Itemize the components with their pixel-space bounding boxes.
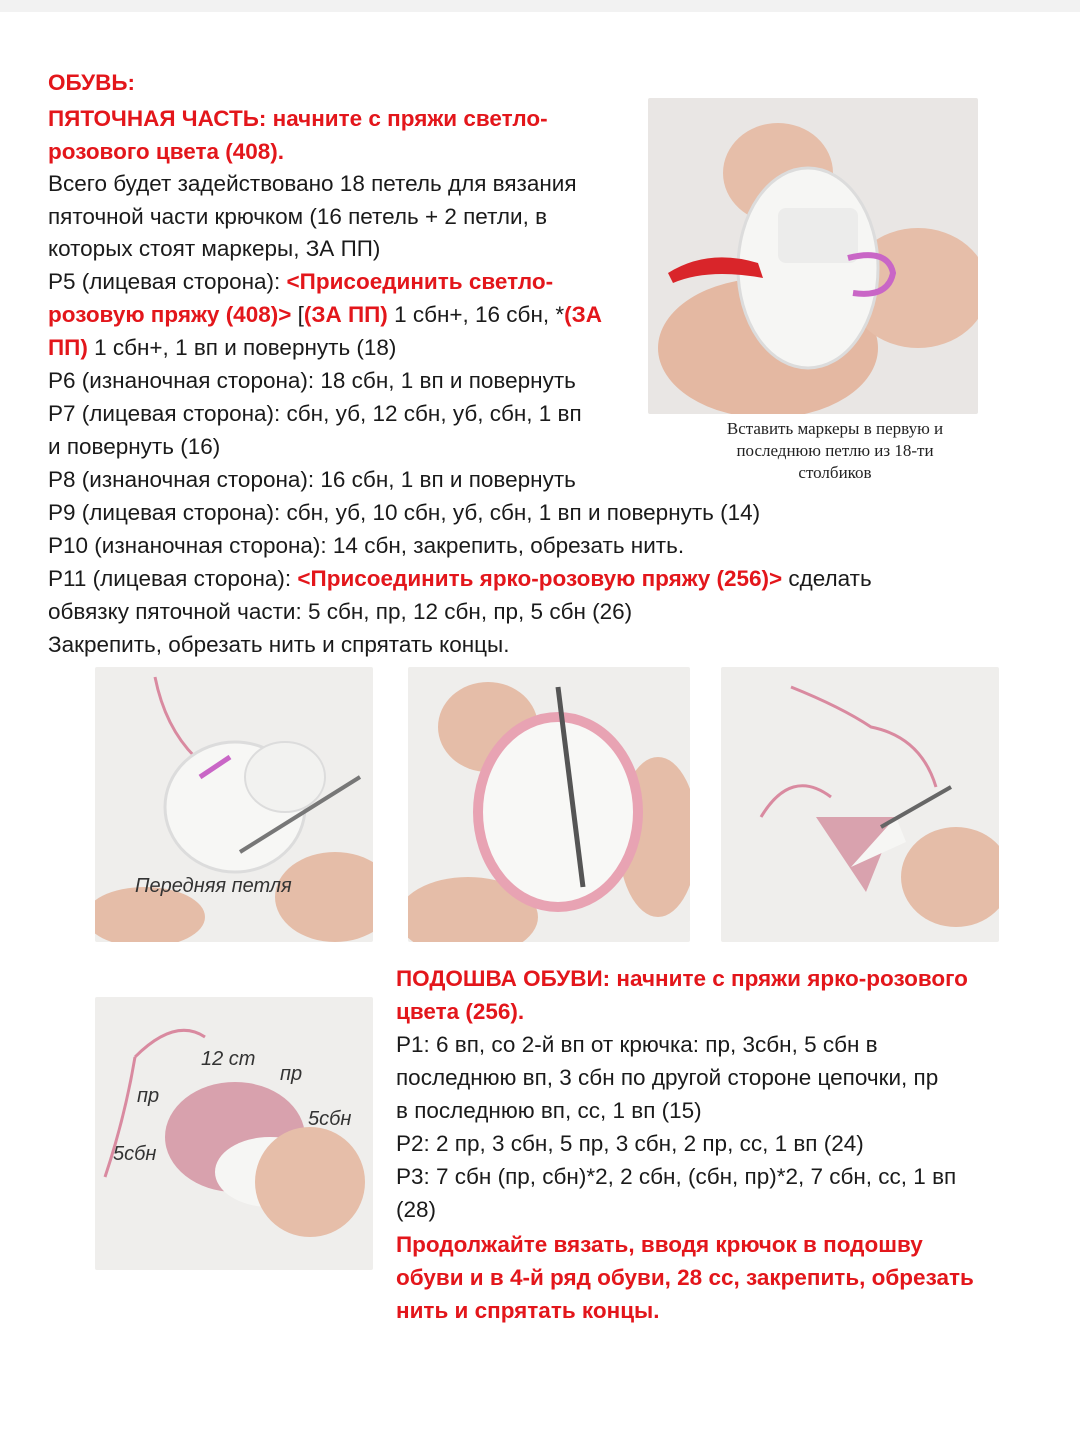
p5-join-yarn-cont: розовую пряжу (408)> xyxy=(48,302,292,327)
row-p11-line1 xyxy=(48,562,872,595)
sole-title-line2: цвета (256). xyxy=(396,999,525,1024)
heel-intro-line2: пяточной части крючком (16 петель + 2 петли, в xyxy=(48,204,548,229)
p5-back-loop: (ЗА ПП) xyxy=(303,302,388,327)
sole-label-5sbn-left: 5сбн xyxy=(113,1143,157,1165)
p5-label: Р5 (лицевая сторона): xyxy=(48,269,287,294)
sole-continue-line1: Продолжайте вязать, вводя крючок в подошву xyxy=(396,1232,923,1257)
p11-tail: сделать xyxy=(782,566,872,591)
p5-bracket: [ xyxy=(291,302,304,327)
sole-continue-line3: нить и спрятать концы. xyxy=(396,1298,660,1323)
p5-back-loop-2: (ЗА xyxy=(564,302,602,327)
sole-continue-line2: обуви и в 4-й ряд обуви, 28 сс, закрепить, обрезать xyxy=(396,1265,974,1290)
caption-line2: последнюю петлю из 18-ти xyxy=(736,441,934,460)
photo-heel-edging xyxy=(408,667,690,942)
sole-p2: Р2: 2 пр, 3 сбн, 5 пр, 3 сбн, 2 пр, сс, 1 вп (24) xyxy=(396,1131,864,1156)
row-p9: Р9 (лицевая сторона): сбн, уб, 10 сбн, уб, сбн, 1 вп и повернуть (14) xyxy=(48,500,761,525)
p11-join-yarn: <Присоединить ярко-розовую пряжу (256)> xyxy=(297,566,783,591)
p11-label: Р11 (лицевая сторона): xyxy=(48,566,298,591)
sole-label-12st: 12 ст xyxy=(201,1048,256,1070)
row-p5-line2 xyxy=(48,298,602,331)
heel-subtitle-line1: ПЯТОЧНАЯ ЧАСТЬ: начните с пряжи светло- xyxy=(48,106,548,131)
heel-subtitle-line2: розового цвета (408). xyxy=(48,139,285,164)
sole-label-5sbn-right: 5сбн xyxy=(308,1108,352,1130)
row-p5-line3 xyxy=(48,331,396,364)
photo-front-loop xyxy=(95,667,373,942)
row-p5-line1 xyxy=(48,265,553,298)
front-loop-label: Передняя петля xyxy=(135,875,292,897)
p5-join-yarn: <Присоединить светло- xyxy=(286,269,554,294)
sole-p1-line3: в последнюю вп, сс, 1 вп (15) xyxy=(396,1098,702,1123)
p5-back-loop-2-cont: ПП) xyxy=(48,335,88,360)
row-p7-line2: и повернуть (16) xyxy=(48,434,221,459)
photo-markers xyxy=(648,98,978,414)
markers-caption xyxy=(690,418,980,484)
heel-finish: Закрепить, обрезать нить и спрятать концы. xyxy=(48,632,510,657)
p5-end: 1 сбн+, 1 вп и повернуть (18) xyxy=(87,335,397,360)
row-p8: Р8 (изнаночная сторона): 16 сбн, 1 вп и повернуть xyxy=(48,467,576,492)
sole-p1-line2: последнюю вп, 3 сбн по другой стороне цепочки, пр xyxy=(396,1065,939,1090)
row-p6: Р6 (изнаночная сторона): 18 сбн, 1 вп и повернуть xyxy=(48,368,576,393)
caption-line1: Вставить маркеры в первую и xyxy=(726,419,944,438)
heel-intro-line1: Всего будет задействовано 18 петель для вязания xyxy=(48,171,577,196)
heel-intro-line3: которых стоят маркеры, ЗА ПП) xyxy=(48,236,381,261)
sole-label-pr-left: пр xyxy=(137,1085,160,1107)
row-p7-line1: Р7 (лицевая сторона): сбн, уб, 12 сбн, уб, сбн, 1 вп xyxy=(48,401,582,426)
sole-title-line1: ПОДОШВА ОБУВИ: начните с пряжи ярко-розового xyxy=(396,966,968,991)
top-bar xyxy=(0,0,1080,12)
sole-p1-line1: Р1: 6 вп, со 2-й вп от крючка: пр, 3сбн, 5 сбн в xyxy=(396,1032,878,1057)
photo-sole xyxy=(95,997,373,1270)
row-p10: Р10 (изнаночная сторона): 14 сбн, закрепить, обрезать нить. xyxy=(48,533,685,558)
sole-label-pr-right: пр xyxy=(280,1063,303,1085)
sole-p3-line1: Р3: 7 сбн (пр, сбн)*2, 2 сбн, (сбн, пр)*2, 7 сбн, сс, 1 вп xyxy=(396,1164,957,1189)
caption-line3: столбиков xyxy=(798,463,872,482)
shoes-title: ОБУВЬ: xyxy=(48,70,136,95)
row-p11-line2: обвязку пяточной части: 5 сбн, пр, 12 сбн, пр, 5 сбн (26) xyxy=(48,599,633,624)
photo-heel-finished xyxy=(721,667,999,942)
sole-p3-line2: (28) xyxy=(396,1197,437,1222)
p5-stitches: 1 сбн+, 16 сбн, * xyxy=(387,302,565,327)
